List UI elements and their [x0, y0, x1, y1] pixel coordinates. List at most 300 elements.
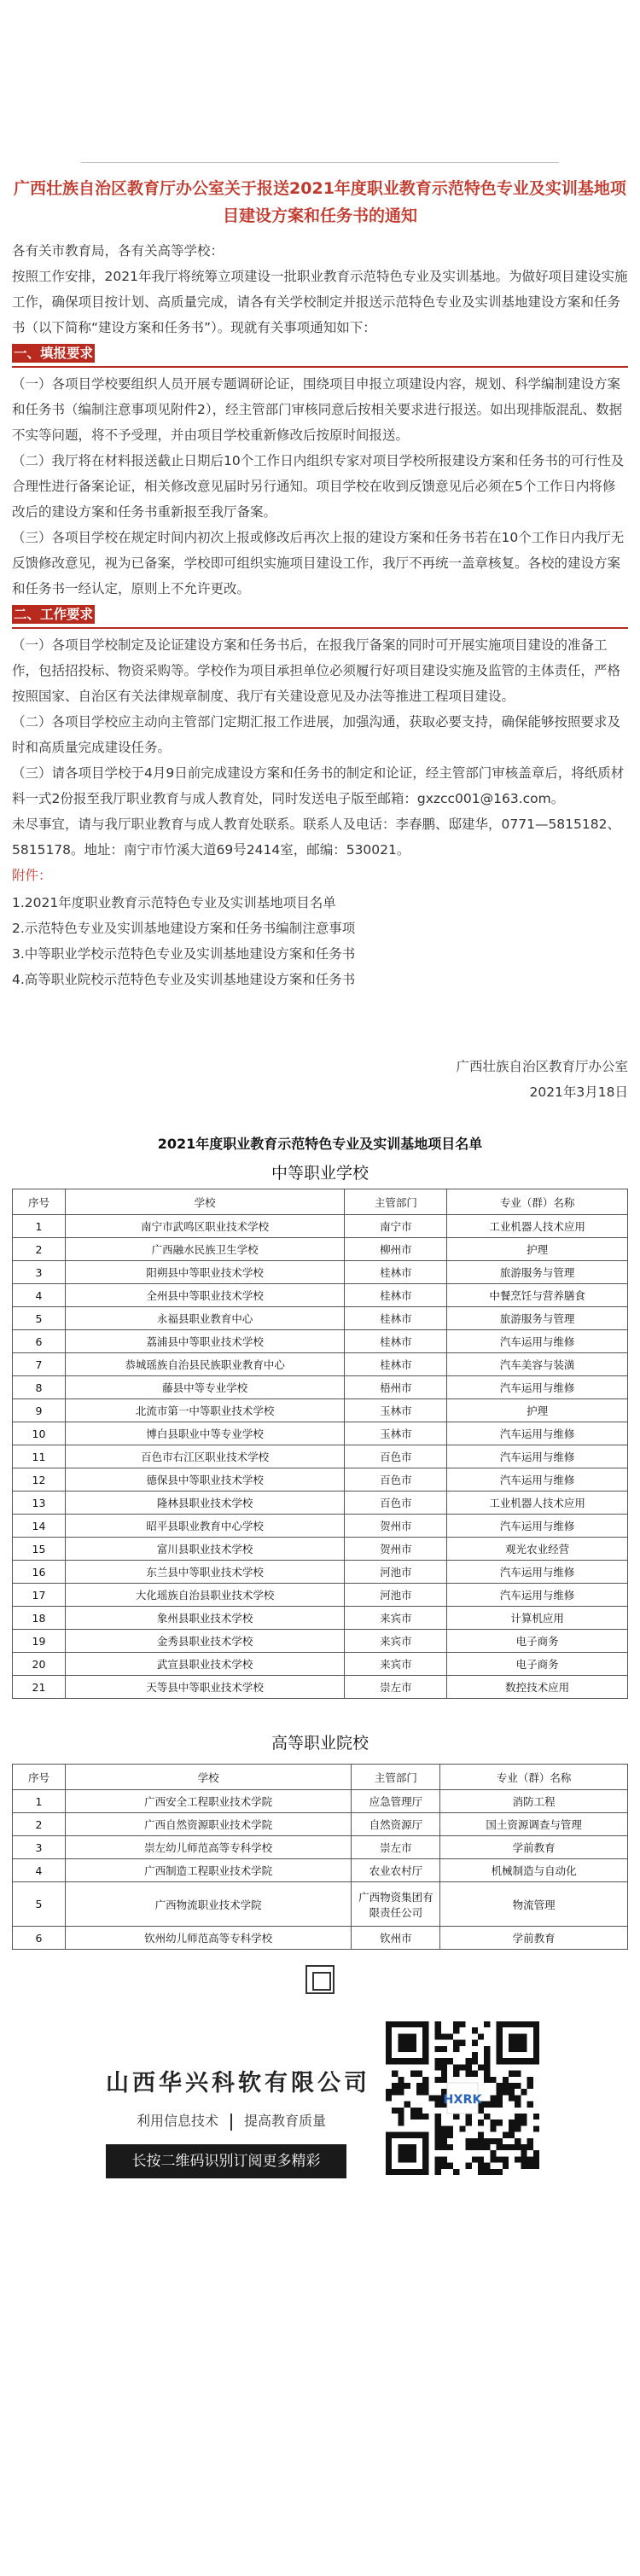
qr-module [453, 2071, 459, 2077]
table-row [13, 1353, 628, 1376]
qr-module [503, 2089, 509, 2095]
attachments-list [12, 890, 628, 992]
cell-major: 汽车运用与维修 [447, 1330, 628, 1353]
s1-paragraph-2: （二）我厅将在材料报送截止日期后10个工作日内组织专家对项目学校所报建设方案和任务书的可行性及合理性进行备案论证，相关修改意见届时另行通知。项目学校在收到反馈意见后必须在5个工作日内将修改后的建设方案和任务书重新报至我厅备案。 [12, 453, 625, 520]
qr-module [435, 2163, 441, 2169]
cell-index: 3 [13, 1261, 66, 1284]
cell-major: 汽车运用与维修 [447, 1445, 628, 1468]
cell-major: 汽车运用与维修 [447, 1422, 628, 1445]
qr-code-icon[interactable] [386, 2021, 539, 2175]
qr-module [478, 2132, 484, 2138]
cell-major: 物流管理 [440, 1882, 628, 1927]
qr-module [484, 2021, 490, 2027]
cell-department: 南宁市 [345, 1215, 447, 1238]
cell-major: 汽车运用与维修 [447, 1584, 628, 1607]
qr-module [497, 2102, 503, 2108]
cell-department: 贺州市 [345, 1538, 447, 1561]
cell-index: 9 [13, 1399, 66, 1422]
cell-index: 3 [13, 1836, 66, 1859]
qr-module [527, 2077, 533, 2083]
qr-module [435, 2046, 441, 2052]
qr-module [441, 2071, 447, 2077]
qr-module [459, 2040, 465, 2046]
qr-module [453, 2114, 459, 2120]
qr-module [472, 2027, 478, 2033]
table-row [13, 1584, 628, 1607]
qr-module [459, 2064, 465, 2070]
cell-index: 14 [13, 1515, 66, 1538]
qr-module [527, 2144, 533, 2150]
qr-module [472, 2138, 478, 2144]
qr-module [497, 2083, 503, 2089]
qr-module [521, 2089, 527, 2095]
qr-module [478, 2144, 484, 2150]
cell-school: 百色市右江区职业技术学校 [65, 1445, 344, 1468]
signature-block [0, 1054, 640, 1105]
cell-index: 5 [13, 1882, 66, 1927]
qr-module [441, 2132, 447, 2138]
cell-index: 5 [13, 1307, 66, 1330]
header-cell-major: 专业（群）名称 [447, 1189, 628, 1215]
cell-index: 18 [13, 1607, 66, 1630]
qr-logo-text: HXRK [443, 2092, 482, 2107]
qr-module [466, 2114, 472, 2120]
attachments-heading: 附件： [12, 868, 52, 883]
qr-module [441, 2156, 447, 2162]
table-row [13, 1238, 628, 1261]
slogan-row [137, 2110, 326, 2131]
qr-module [441, 2144, 447, 2150]
table-header-row [13, 1765, 628, 1790]
cell-department: 农业农村厅 [352, 1859, 440, 1882]
qr-module [466, 2120, 472, 2125]
qr-module [404, 2102, 410, 2108]
cell-index: 16 [13, 1561, 66, 1584]
qr-module [453, 2064, 459, 2070]
qr-module [428, 2095, 434, 2101]
cell-index: 4 [13, 1859, 66, 1882]
qr-module [447, 2144, 453, 2150]
qr-module [410, 2114, 416, 2120]
table-row [13, 1859, 628, 1882]
cell-school: 富川县职业技术学校 [65, 1538, 344, 1561]
qr-module [404, 2083, 410, 2089]
qr-module [435, 2033, 441, 2039]
qr-module [509, 2089, 515, 2095]
header-cell-index: 序号 [13, 1189, 66, 1215]
qr-module [490, 2150, 496, 2156]
cell-major: 电子商务 [447, 1653, 628, 1676]
qr-module [503, 2077, 509, 2083]
qr-module [484, 2163, 490, 2169]
qr-module [533, 2156, 539, 2162]
qr-module [515, 2095, 521, 2101]
cell-major: 汽车运用与维修 [447, 1468, 628, 1492]
cell-school: 荔浦县中等职业技术学校 [65, 1330, 344, 1353]
qr-module [497, 2144, 503, 2150]
cell-index: 11 [13, 1445, 66, 1468]
qr-module [435, 2021, 441, 2027]
qr-module [497, 2089, 503, 2095]
qr-module [527, 2156, 533, 2162]
cell-major: 汽车美容与装潢 [447, 1353, 628, 1376]
qr-module [478, 2163, 484, 2169]
qr-module [410, 2071, 416, 2077]
contact-paragraph: 未尽事宜，请与我厅职业教育与成人教育处联系。联系人及电话：李春鹏、邸建华，0771—5815182、5815178。地址：南宁市竹溪大道69号2414室，邮编：530021。 [12, 817, 620, 858]
qr-module [392, 2083, 398, 2089]
table-row [13, 1813, 628, 1836]
qr-module [422, 2089, 428, 2095]
cell-school: 崇左幼儿师范高等专科学校 [65, 1836, 351, 1859]
cell-department: 自然资源厅 [352, 1813, 440, 1836]
qr-module [435, 2125, 441, 2131]
qr-module [484, 2052, 490, 2058]
qr-module [484, 2071, 490, 2077]
qr-module [447, 2163, 453, 2169]
qr-module [435, 2102, 441, 2108]
company-name: 山西华兴科软有限公司 [106, 2070, 370, 2096]
cell-major: 学前教育 [440, 1836, 628, 1859]
cell-school: 武宣县职业技术学校 [65, 1653, 344, 1676]
qr-module [490, 2169, 496, 2175]
qr-module [515, 2102, 521, 2108]
qr-module [490, 2120, 496, 2125]
qr-module [490, 2102, 496, 2108]
cell-index: 15 [13, 1538, 66, 1561]
attachment-item[interactable]: 4.高等职业院校示范特色专业及实训基地建设方案和任务书 [12, 972, 356, 987]
qr-module [410, 2108, 416, 2114]
qr-module [484, 2102, 490, 2108]
qr-module [484, 2046, 490, 2052]
qr-module [527, 2102, 533, 2108]
qr-module [515, 2071, 521, 2077]
qr-module [503, 2132, 509, 2138]
qr-module [435, 2156, 441, 2162]
cell-department: 玉林市 [345, 1399, 447, 1422]
table-row [13, 1468, 628, 1492]
qr-module [472, 2156, 478, 2162]
qr-module [435, 2114, 441, 2120]
qr-module [416, 2114, 422, 2120]
qr-module [398, 2083, 404, 2089]
qr-module [533, 2150, 539, 2156]
qr-module [503, 2144, 509, 2150]
qr-module [398, 2108, 404, 2114]
cell-index: 1 [13, 1790, 66, 1813]
secondary-schools-title: 中等职业学校 [271, 1164, 369, 1183]
cell-school: 北流市第一中等职业技术学校 [65, 1399, 344, 1422]
qr-module [392, 2089, 398, 2095]
s2-paragraph-3: （三）请各项目学校于4月9日前完成建设方案和任务书的制定和论证，经主管部门审核盖章后，将纸质材料一式2份报至我厅职业教育与成人教育处，同时发送电子版至邮箱：gxzcc001@163.com。 [12, 765, 625, 806]
qr-module [515, 2156, 521, 2162]
cell-school: 广西安全工程职业技术学院 [65, 1790, 351, 1813]
table-row [13, 1561, 628, 1584]
cell-school: 德保县中等职业技术学校 [65, 1468, 344, 1492]
qr-module [441, 2163, 447, 2169]
list-title: 2021年度职业教育示范特色专业及实训基地项目名单 [157, 1136, 483, 1152]
cell-index: 8 [13, 1376, 66, 1399]
signature-org: 广西壮族自治区教育厅办公室 [456, 1059, 628, 1074]
qr-module [484, 2169, 490, 2175]
qr-module [441, 2077, 447, 2083]
qr-module [441, 2058, 447, 2064]
qr-module [490, 2077, 496, 2083]
table-row [13, 1630, 628, 1653]
table-row [13, 1330, 628, 1353]
cell-index: 4 [13, 1284, 66, 1307]
cell-school: 南宁市武鸣区职业技术学校 [65, 1215, 344, 1238]
qr-module [533, 2114, 539, 2120]
cell-school: 昭平县职业教育中心学校 [65, 1515, 344, 1538]
cell-department: 来宾市 [345, 1630, 447, 1653]
qr-module [466, 2163, 472, 2169]
cell-department: 柳州市 [345, 1238, 447, 1261]
cell-index: 6 [13, 1330, 66, 1353]
qr-module [521, 2144, 527, 2150]
qr-module [472, 2052, 478, 2058]
table-row [13, 1836, 628, 1859]
table-row [13, 1307, 628, 1330]
cell-school: 阳朔县中等职业技术学校 [65, 1261, 344, 1284]
cell-school: 东兰县中等职业技术学校 [65, 1561, 344, 1584]
cell-department: 桂林市 [345, 1261, 447, 1284]
qr-module [447, 2125, 453, 2131]
qr-module [386, 2089, 392, 2095]
cell-school: 广西自然资源职业技术学院 [65, 1813, 351, 1836]
qr-module [435, 2058, 441, 2064]
cell-school: 博白县职业中等专业学校 [65, 1422, 344, 1445]
cell-index: 7 [13, 1353, 66, 1376]
cell-school: 永福县职业教育中心 [65, 1307, 344, 1330]
qr-module [398, 2114, 404, 2120]
notice-title: 广西壮族自治区教育厅办公室关于报送2021年度职业教育示范特色专业及实训基地项目建设方案和任务书的通知 [14, 179, 626, 225]
slogan-right: 提高教育质量 [244, 2113, 327, 2129]
section-2-rule [12, 627, 628, 629]
qr-module [472, 2040, 478, 2046]
top-blank-area [0, 0, 640, 162]
s2-paragraph-2: （二）各项目学校应主动向主管部门定期汇报工作进展，加强沟通，获取必要支持，确保能够按照要求及时和高质量完成建设任务。 [12, 714, 621, 755]
cell-major: 汽车运用与维修 [447, 1515, 628, 1538]
qr-module [509, 2083, 515, 2089]
cell-department: 玉林市 [345, 1422, 447, 1445]
qr-module [478, 2064, 484, 2070]
qr-module [392, 2108, 398, 2114]
cell-major: 数控技术应用 [447, 1676, 628, 1699]
cell-school: 广西融水民族卫生学校 [65, 1238, 344, 1261]
qr-module [435, 2027, 441, 2033]
qr-module [466, 2071, 472, 2077]
cell-school: 广西物流职业技术学院 [65, 1882, 351, 1927]
qr-module [441, 2125, 447, 2131]
qr-module [422, 2077, 428, 2083]
cell-department: 桂林市 [345, 1307, 447, 1330]
cell-major: 学前教育 [440, 1927, 628, 1950]
cell-department: 钦州市 [352, 1927, 440, 1950]
qr-module [521, 2114, 527, 2120]
cell-department: 河池市 [345, 1584, 447, 1607]
table-row [13, 1607, 628, 1630]
table-row [13, 1492, 628, 1515]
cell-department: 来宾市 [345, 1607, 447, 1630]
qr-module [484, 2144, 490, 2150]
qr-module [447, 2132, 453, 2138]
qr-module [527, 2138, 533, 2144]
qr-module [441, 2064, 447, 2070]
salutation: 各有关市教育局，各有关高等学校： [12, 243, 224, 259]
qr-module [521, 2150, 527, 2156]
cell-department: 崇左市 [352, 1836, 440, 1859]
cell-major: 汽车运用与维修 [447, 1561, 628, 1584]
cell-major: 计算机应用 [447, 1607, 628, 1630]
qr-module [533, 2125, 539, 2131]
qr-module [441, 2033, 447, 2039]
qr-module [392, 2071, 398, 2077]
qr-module [435, 2144, 441, 2150]
qr-module [478, 2156, 484, 2162]
qr-module [416, 2071, 422, 2077]
cell-department: 百色市 [345, 1468, 447, 1492]
cell-school: 广西制造工程职业技术学院 [65, 1859, 351, 1882]
cell-department: 百色市 [345, 1492, 447, 1515]
cell-school: 天等县中等职业技术学校 [65, 1676, 344, 1699]
s2-paragraph-1: （一）各项目学校制定及论证建设方案和任务书后，在报我厅备案的同时可开展实施项目建设的准备工作，包括招投标、物资采购等。学校作为项目承担单位必须履行好项目建设实施及监管的主体责任，严格按照国家、自治区有关法律规章制度、我厅有关建设意见及办法等推进工程项目建设。 [12, 637, 621, 704]
cell-department: 桂林市 [345, 1330, 447, 1353]
qr-module [521, 2120, 527, 2125]
qr-module [515, 2125, 521, 2131]
qr-module [459, 2021, 465, 2027]
table-row [13, 1882, 628, 1927]
qr-module [416, 2089, 422, 2095]
cell-school: 恭城瑶族自治县民族职业教育中心 [65, 1353, 344, 1376]
long-press-banner: 长按二维码识别订阅更多精彩 [106, 2144, 346, 2178]
table-row [13, 1927, 628, 1950]
cell-major: 工业机器人技术应用 [447, 1492, 628, 1515]
qr-module [422, 2083, 428, 2089]
cell-department: 百色市 [345, 1445, 447, 1468]
attachment-item[interactable]: 2.示范特色专业及实训基地建设方案和任务书编制注意事项 [12, 921, 356, 936]
qr-module [497, 2138, 503, 2144]
qr-module [527, 2083, 533, 2089]
attachment-item[interactable]: 1.2021年度职业教育示范特色专业及实训基地项目名单 [12, 895, 336, 910]
qr-module [484, 2138, 490, 2144]
qr-module [521, 2163, 527, 2169]
cell-school: 大化瑶族自治县职业技术学校 [65, 1584, 344, 1607]
qr-mini-icon [305, 1965, 335, 1994]
qr-module [422, 2114, 428, 2120]
qr-module [441, 2138, 447, 2144]
qr-module [453, 2169, 459, 2175]
qr-module [484, 2114, 490, 2120]
qr-module [435, 2077, 441, 2083]
footer-promo [0, 1962, 640, 2252]
qr-module [515, 2114, 521, 2120]
intro-paragraph: 按照工作安排，2021年我厅将统筹立项建设一批职业教育示范特色专业及实训基地。为做好项目建设实施工作，确保项目按计划、高质量完成，请各有关学校制定并报送示范特色专业及实训基地建设方案和任务书（以下简称“建设方案和任务书”）。现就有关事项通知如下： [12, 269, 628, 335]
qr-module [478, 2033, 484, 2039]
qr-module [453, 2040, 459, 2046]
qr-module [472, 2071, 478, 2077]
cell-index: 2 [13, 1813, 66, 1836]
table-row [13, 1399, 628, 1422]
cell-major: 国土资源调查与管理 [440, 1813, 628, 1836]
cell-school: 全州县中等职业技术学校 [65, 1284, 344, 1307]
qr-module [509, 2144, 515, 2150]
table-row [13, 1653, 628, 1676]
cell-department: 应急管理厅 [352, 1790, 440, 1813]
higher-schools-table [12, 1764, 628, 1950]
qr-module [515, 2138, 521, 2144]
qr-module [484, 2058, 490, 2064]
table-row [13, 1790, 628, 1813]
cell-major: 中餐烹饪与营养膳食 [447, 1284, 628, 1307]
qr-module [503, 2156, 509, 2162]
qr-module [472, 2144, 478, 2150]
qr-module [478, 2138, 484, 2144]
qr-module [441, 2046, 447, 2052]
table-row [13, 1538, 628, 1561]
qr-module [478, 2169, 484, 2175]
header-cell-school: 学校 [65, 1765, 351, 1790]
cell-index: 13 [13, 1492, 66, 1515]
secondary-schools-table [12, 1189, 628, 1699]
cell-index: 21 [13, 1676, 66, 1699]
cell-school: 象州县职业技术学校 [65, 1607, 344, 1630]
qr-module [453, 2027, 459, 2033]
qr-module [435, 2120, 441, 2125]
cell-major: 汽车运用与维修 [447, 1376, 628, 1399]
table-header-row [13, 1189, 628, 1215]
table-row [13, 1445, 628, 1468]
slogan-left: 利用信息技术 [137, 2113, 219, 2129]
qr-module [447, 2033, 453, 2039]
qr-module [386, 2095, 392, 2101]
higher-table-body [13, 1790, 628, 1950]
cell-school: 藤县中等专业学校 [65, 1376, 344, 1399]
qr-module [509, 2120, 515, 2125]
qr-module [466, 2058, 472, 2064]
cell-department: 贺州市 [345, 1515, 447, 1538]
qr-module [490, 2125, 496, 2131]
cell-school: 金秀县职业技术学校 [65, 1630, 344, 1653]
qr-module [527, 2163, 533, 2169]
qr-module [435, 2169, 441, 2175]
top-divider [81, 162, 559, 163]
qr-module [509, 2132, 515, 2138]
header-cell-school: 学校 [65, 1189, 344, 1215]
qr-module [398, 2089, 404, 2095]
table-row [13, 1284, 628, 1307]
section-1-rule [12, 366, 628, 368]
table-row [13, 1422, 628, 1445]
table-row [13, 1261, 628, 1284]
cell-index: 6 [13, 1927, 66, 1950]
attachment-item[interactable]: 3.中等职业学校示范特色专业及实训基地建设方案和任务书 [12, 946, 356, 962]
cell-department: 崇左市 [345, 1676, 447, 1699]
s1-paragraph-1: （一）各项目学校要组织人员开展专题调研论证，围绕项目申报立项建设内容，规划、科学编制建设方案和任务书（编制注意事项见附件2），经主管部门审核同意后按相关要求进行报送。如出现排版混乱、数据不实等问题，将不予受理，并由项目学校重新修改后按原时间报送。 [12, 376, 623, 443]
cell-department: 桂林市 [345, 1284, 447, 1307]
qr-module [509, 2125, 515, 2131]
cell-major: 护理 [447, 1238, 628, 1261]
qr-module [509, 2071, 515, 2077]
table-row [13, 1215, 628, 1238]
table-row [13, 1676, 628, 1699]
cell-major: 消防工程 [440, 1790, 628, 1813]
qr-module [521, 2156, 527, 2162]
qr-module [453, 2021, 459, 2027]
section-1-heading: 一、填报要求 [14, 346, 94, 361]
qr-module [416, 2083, 422, 2089]
qr-module [490, 2095, 496, 2101]
header-cell-index: 序号 [13, 1765, 66, 1790]
